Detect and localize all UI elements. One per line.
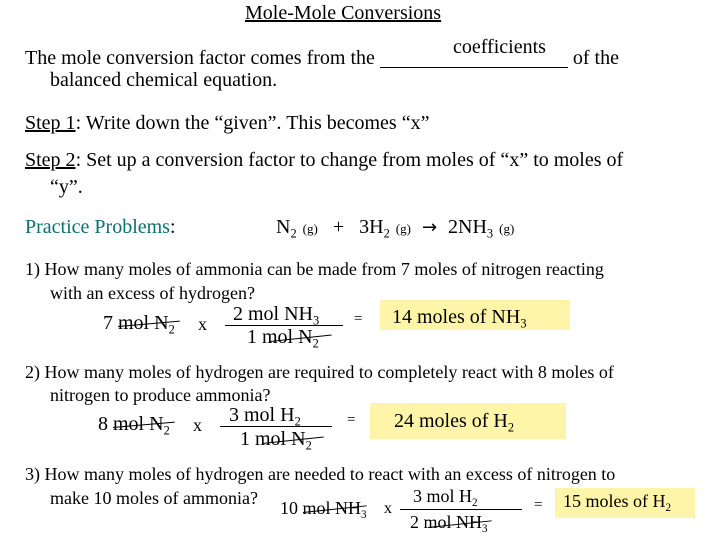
- multiply-sign: x: [198, 314, 207, 334]
- equals-sign: =: [534, 497, 543, 513]
- fraction-bar: [220, 426, 332, 427]
- given-subscript: 2: [163, 423, 170, 438]
- denominator-subscript: 2: [312, 336, 319, 351]
- problem-2-numerator: [229, 404, 301, 427]
- arrow-icon: →: [421, 217, 438, 238]
- answer-subscript: 2: [665, 501, 672, 514]
- intro-line-2: balanced chemical equation.: [50, 69, 278, 91]
- problem-3-given: [280, 498, 367, 519]
- problem-2-answer: [394, 410, 514, 433]
- answer-subscript: 2: [507, 420, 515, 435]
- numerator-text: 3 mol H: [413, 486, 473, 506]
- reactant-2-subscript: 2: [383, 226, 390, 241]
- given-text: 8 mol N: [98, 413, 164, 435]
- denominator-text: 1 mol N: [247, 326, 313, 348]
- intro-text-before: The mole conversion factor comes from the: [25, 47, 375, 69]
- step-1-text: : Write down the “given”. This becomes “x”: [75, 112, 430, 134]
- given-text: 7 mol N: [103, 312, 169, 334]
- problem-1-numerator: [233, 303, 319, 326]
- denominator-text: 2 mol NH: [410, 512, 482, 532]
- equals-sign: =: [354, 311, 363, 327]
- numerator-subscript: 2: [294, 414, 301, 429]
- given-subscript: 3: [361, 508, 367, 521]
- product-1-subscript: 3: [486, 226, 494, 241]
- reactant-2-state: (g): [395, 221, 411, 236]
- denominator-text: 1 mol N: [240, 428, 306, 450]
- answer-subscript: 3: [520, 316, 527, 331]
- given-text: 10 mol NH: [280, 498, 361, 518]
- denominator-subscript: 2: [305, 438, 312, 453]
- practice-label-colon: :: [169, 216, 176, 238]
- step-2-label: Step 2: [25, 149, 76, 171]
- problem-3-question-line-2: make 10 moles of ammonia?: [50, 488, 258, 508]
- problem-3-numerator: [413, 486, 478, 507]
- problem-1-answer: [392, 306, 527, 329]
- reactant-1-subscript: 2: [290, 226, 297, 241]
- numerator-subscript: 2: [472, 496, 478, 509]
- step-2: [25, 149, 623, 172]
- practice-label-text: Practice Problems: [25, 216, 170, 238]
- problem-1-question-line-1: 1) How many moles of ammonia can be made from 7 moles of nitrogen reacting: [25, 259, 604, 279]
- problem-3-answer: [563, 491, 671, 512]
- numerator-subscript: 3: [313, 313, 320, 328]
- intro-text-after: of the: [572, 47, 619, 69]
- answer-text: 14 moles of NH: [392, 306, 521, 328]
- step-1: [25, 112, 429, 135]
- answer-text: 24 moles of H: [394, 410, 508, 432]
- blank-answer-coefficients: coefficients: [453, 36, 546, 58]
- problem-3-question-line-1: 3) How many moles of hydrogen are needed to react with an excess of nitrogen to: [25, 464, 616, 484]
- step-2-line-2: “y”.: [50, 176, 83, 198]
- problem-2-question-line-2: nitrogen to produce ammonia?: [50, 385, 271, 405]
- answer-text: 15 moles of H: [563, 491, 666, 511]
- reactant-2: 3H: [359, 216, 384, 238]
- page-title: Mole-Mole Conversions: [245, 2, 442, 24]
- step-1-label: Step 1: [25, 112, 76, 134]
- numerator-text: 2 mol NH: [233, 303, 313, 325]
- step-2-text: : Set up a conversion factor to change from moles of “x” to moles of: [75, 149, 624, 171]
- given-subscript: 2: [168, 322, 175, 337]
- denominator-subscript: 3: [482, 522, 488, 535]
- plus-sign: +: [332, 216, 345, 238]
- practice-problems-label: [25, 216, 176, 239]
- multiply-sign: x: [193, 415, 202, 435]
- product-1: 2NH: [448, 216, 487, 238]
- fraction-bar: [400, 509, 522, 510]
- chemical-equation: [276, 216, 514, 239]
- problem-1-question-line-2: with an excess of hydrogen?: [50, 283, 255, 303]
- product-1-state: (g): [499, 221, 515, 236]
- numerator-text: 3 mol H: [229, 404, 295, 426]
- multiply-sign: x: [384, 500, 392, 517]
- equals-sign: =: [347, 412, 356, 428]
- reactant-1: N: [276, 216, 291, 238]
- reactant-1-state: (g): [302, 221, 318, 236]
- problem-2-question-line-1: 2) How many moles of hydrogen are required to completely react with 8 moles of: [25, 362, 614, 382]
